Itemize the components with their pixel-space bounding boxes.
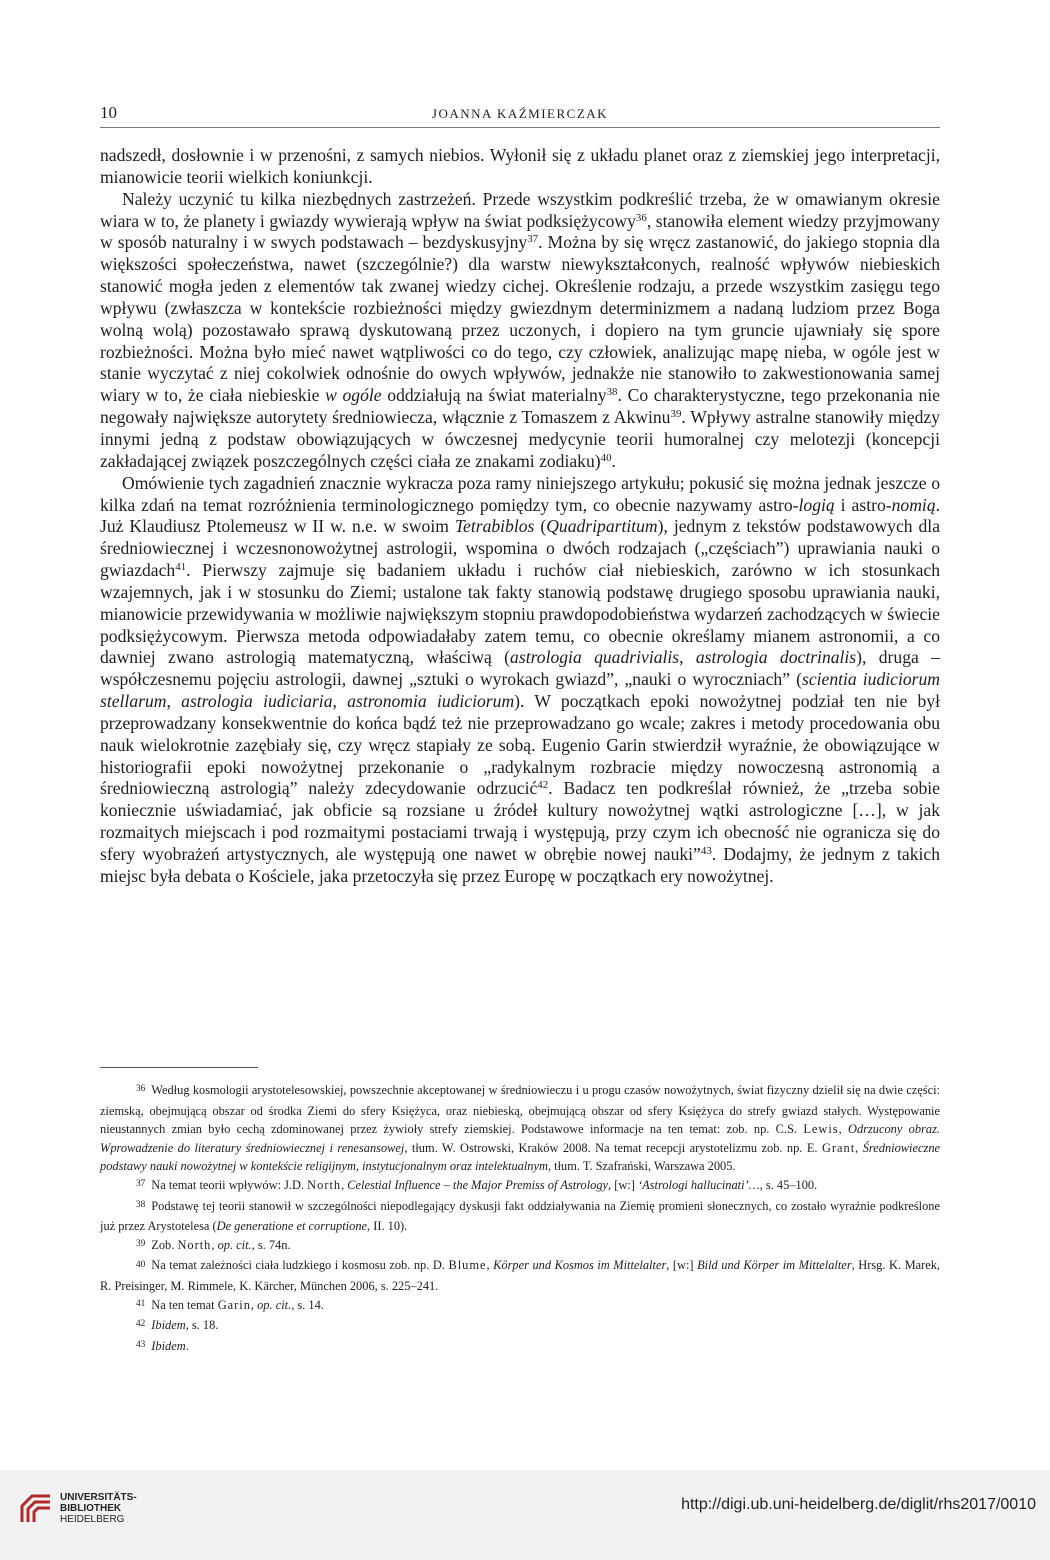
footnote-number: 43 (136, 1339, 146, 1350)
running-head: JOANNA KAŹMIERCZAK (431, 106, 609, 121)
footnote-ref[interactable]: 41 (175, 561, 187, 574)
text-run: ( (534, 516, 547, 537)
italic-text: astrologia quadrivialis (510, 647, 680, 668)
footnote (100, 1337, 940, 1358)
italic-text: Tetrabiblos (454, 516, 535, 537)
paragraph (100, 473, 940, 888)
footnote (100, 1197, 940, 1236)
paragraph (100, 189, 940, 473)
text-run: Omówienie tych zagadnień znacznie wykracza poza ramy niniejszego artykułu; pokusić się można jednak jeszcze o kilka zdań na temat rozróżnienia terminologicznego pomiędzy tym, co obecnie nazywamy astro- (100, 472, 940, 515)
text-run: Zob. (151, 1237, 178, 1252)
footnote-ref[interactable]: 40 (600, 451, 612, 464)
footnote-rule (100, 1067, 258, 1068)
library-name-line: BIBLIOTHEK (60, 1503, 122, 1514)
text-run: . Dodajmy, że jednym z takich miejsc była debata o Kościele, jaka przetoczyła się przez Europę w początkach ery nowożytnej. (100, 844, 941, 886)
header-rule (100, 127, 940, 128)
italic-text: nomią (891, 494, 936, 515)
italic-text: op. cit. (257, 1297, 292, 1312)
italic-text: Ibidem (151, 1338, 186, 1353)
library-name-line: UNIVERSITÄTS- (60, 1492, 137, 1503)
footnote (100, 1316, 940, 1337)
footnote-ref[interactable]: 43 (700, 845, 712, 857)
text-run: . Co charakterystyczne, tego przekonania nie negowały największe autorytety średniowiecza, włącznie z Tomaszem z Akwinu (100, 385, 940, 428)
text-run: , tłum. T. Szafrański, Warszawa 2005. (547, 1159, 736, 1174)
italic-text: Körper und Kosmos im Mittelalter (493, 1258, 667, 1273)
footnote (100, 1176, 940, 1197)
text-run: , (166, 691, 182, 712)
text-run: ), druga – współczesnemu pojęciu astrologii, dawnej „sztuki o wyrokach gwiazd”, „nauki o wyroczniach” ( (100, 647, 940, 690)
text-run: . Wpływy astralne stanowiły między innymi jedną z podstaw obowiązujących w ówczesnej medycynie teorii humoralnej czy melotezji (koncepcji zakładającej związek poszczególnych części ciała ze znakami zodiaku) (100, 407, 941, 471)
text-run: , (679, 647, 696, 668)
italic-text: astronomia iudiciorum (347, 691, 515, 712)
footnote-number: 40 (136, 1259, 146, 1270)
text-run: . Można by się wręcz zastanowić, do jakiego stopnia dla większości społeczeństwa, nawet (szczególnie?) dla warstw niewykształconych, realność wpływów niebieskich stanowić mogła jeden z elementów tak zwanej wiedzy cichej. Określenie rodzaju, a przede wszystkim zasięgu tego wpływu (zwłaszcza w kontekście rozbieżności między gwiezdnym determinizmem a nadaną ludziom przez Boga wolną wolą) pozostawało sprawą dyskutowaną przez uczonych, i dopiero na tym gruncie ujawniały się spore rozbieżności. Można było mieć nawet wątpliwości co do tego, czy człowiek, analizując mapę nieba, w ogóle jest w stanie wyczytać z niej cokolwiek odnośnie do owych wpływów, jednakże nie stanowiło to zakwestionowania samej wiary w to, że ciała niebieskie (100, 232, 940, 406)
author-name: North (177, 1237, 212, 1252)
author-name: Garin (217, 1297, 251, 1312)
main-text (100, 145, 940, 888)
text-run: , s. 74n. (251, 1237, 291, 1252)
footnote-number: 38 (136, 1199, 146, 1210)
footer-bar (0, 1470, 1050, 1560)
footnote-ref[interactable]: 37 (527, 233, 539, 246)
text-run: , (332, 691, 348, 712)
text-run: , [w:] (608, 1177, 638, 1192)
paragraph (100, 145, 940, 189)
text-run: , (341, 1177, 348, 1192)
library-name (60, 1492, 137, 1525)
author-name: Grant (821, 1140, 856, 1155)
footnote (100, 1236, 940, 1257)
footnote-number: 37 (136, 1179, 146, 1190)
author-name: North (307, 1177, 342, 1192)
text-run: , s. 18. (185, 1318, 219, 1333)
text-run: . Badacz ten podkreślał również, że „trzeba sobie koniecznie uświadamiać, jak obficie są rozsiane u źródeł kultury nowożytnej wątki astrologiczne […], w jak rozmaitych miejscach i pod rozmaitymi postaciami trwają i występują, przy czym ich obecność nie ogranicza się do sfery wyobrażeń artystycznych, ale występują one nawet w obrębie nowej nauki” (100, 778, 940, 864)
text-run: , (211, 1237, 218, 1252)
text-run: . (611, 450, 616, 471)
footnote (100, 1256, 940, 1295)
text-run: , s. 14. (291, 1297, 324, 1312)
italic-text: Quadripartitum (546, 516, 658, 537)
text-run: , (838, 1122, 848, 1137)
footnote-number: 39 (136, 1238, 146, 1249)
text-run: , (486, 1258, 494, 1273)
footnote-number: 36 (136, 1084, 146, 1095)
author-name: Blume (448, 1258, 487, 1273)
text-run: . Już Klaudiusz Ptolemeusz w II w. n.e. w swoim (100, 494, 941, 537)
italic-text: Bild und Körper im Mittelalter (697, 1258, 852, 1273)
footnote-ref[interactable]: 36 (635, 211, 647, 224)
text-run: Na ten temat (151, 1297, 218, 1312)
text-run: nadszedł, dosłownie i w przenośni, z samych niebios. Wyłonił się z układu planet oraz z ziemskiej jego interpretacji, mianowicie teorii wielkich koniunkcji. (100, 145, 940, 187)
text-run: Na temat teorii wpływów: J.D. (151, 1177, 308, 1192)
text-run: . (185, 1338, 189, 1353)
text-run: oddziałują na świat materialny (381, 385, 607, 406)
footnote (100, 1081, 940, 1176)
text-run: , II. 10). (367, 1219, 408, 1234)
text-run: , stanowiła element wiedzy przyjmowany w sposób naturalny i w swych podstawach – bezdyskusyjny (100, 210, 940, 253)
italic-text: astrologia doctrinalis (695, 647, 857, 668)
source-url[interactable]: http://digi.ub.uni-heidelberg.de/diglit/rhs2017/0010 (681, 1496, 1036, 1513)
italic-text: Celestial Influence – the Major Premiss of Astrology (347, 1177, 609, 1192)
text-run: Podstawę tej teorii stanowił w szczególności niepodlegający dyskusji fakt oddziaływania na Ziemię promieni słonecznych, co zostało wyraźnie podkreślone już przez Arystotelesa ( (100, 1198, 940, 1234)
text-run: , Hrsg. K. Marek, R. Preisinger, M. Rimmele, K. Kärcher, München 2006, s. 225–241. (100, 1258, 941, 1293)
page-number: 10 (100, 103, 117, 122)
library-name-line: HEIDELBERG (60, 1514, 125, 1525)
footnote-ref[interactable]: 42 (537, 779, 549, 792)
text-run: . Pierwszy zajmuje się badaniem układu i ruchów ciał niebieskich, zarówno w ich stosunkach wzajemnych, jak i w stosunku do Ziemi; ustalone tak fakty stanowią podstawę drugiego sposobu uprawiania nauki, mianowicie przewidywania w możliwie największym stopniu prawdopodobieństwa wydarzeń zachodzących w świecie podksiężycowym. Pierwsza metoda odpowiadałaby zatem temu, co obecnie określamy mianem astronomii, a co dawniej zwano astrologią matematyczną, właściwą ( (100, 560, 940, 668)
author-name: Lewis (803, 1122, 839, 1137)
footnote-ref[interactable]: 39 (670, 408, 682, 421)
text-run: Na temat zależności ciała ludzkiego i kosmosu zob. np. D. (151, 1258, 449, 1273)
italic-text: Ibidem (151, 1318, 186, 1333)
italic-text: ‘Astrologi hallucinati’… (637, 1177, 760, 1192)
italic-text: Średniowieczne podstawy nauki nowożytnej w kontekście religijnym, instytucjonalnym oraz intelektualnym (100, 1140, 941, 1174)
text-run: , (250, 1297, 258, 1312)
footnote-number: 42 (136, 1319, 146, 1330)
text-run: , (855, 1140, 863, 1155)
footnote-number: 41 (136, 1298, 146, 1309)
italic-text: De generatione et corruptione (216, 1219, 368, 1234)
footnote-ref[interactable]: 38 (606, 386, 618, 399)
library-logo-icon (18, 1492, 54, 1528)
footnotes (100, 1081, 940, 1357)
text-run: ), jednym z tekstów podstawowych dla średniowiecznej i wczesnonowożytnej astrologii, wspomina o dwóch rodzajach („częściach”) uprawiania nauki o gwiazdach (100, 516, 941, 581)
text-run: ). W początkach epoki nowożytnej podział ten nie był przeprowadzany konsekwentnie do końca bądź też nie przeprowadzano go wcale; zakres i metody procedowania obu nauk wielokrotnie zazębiały się, czy wręcz stapiały ze sobą. Eugenio Garin stwierdził wyraźnie, że obowiązujące w historiografii epoki nowożytnej przekonanie o „radykalnym rozbracie między nowoczesną astronomią a średniowieczną astrologią” należy zdecydowanie odrzucić (100, 691, 941, 799)
text-run: , [w:] (666, 1258, 698, 1273)
text-run: i astro- (834, 494, 892, 515)
text-run: , s. 45–100. (759, 1177, 818, 1192)
text-run: Należy uczynić tu kilka niezbędnych zastrzeżeń. Przede wszystkim podkreślić trzeba, że w omawianym okresie wiara w to, że planety i gwiazdy wywierają wpływ na świat podksiężycowy (100, 188, 940, 231)
footnote (100, 1296, 940, 1317)
text-run: Według kosmologii arystotelesowskiej, powszechnie akceptowanej w średniowieczu i u progu czasów nowożytnych, świat fizyczny dzielił się na dwie części: ziemską, obejmującą obszar od środka Ziemi do sfery Księżyca, oraz niebieską, obejmującą obszar od sfery Księżyca do strefy gwiazd stałych. Występowanie nieustannych zmian było cechą zdominowanej przez żywioły strefy ziemskiej. Podstawowe informacje na ten temat: zob. np. C.S. (100, 1083, 940, 1137)
italic-text: op. cit. (217, 1237, 252, 1252)
italic-text: Odrzucony obraz. Wprowadzenie do literatury średniowiecznej i renesansowej (100, 1122, 940, 1155)
italic-text: w ogóle (325, 385, 382, 406)
italic-text: scientia iudiciorum stellarum (100, 669, 940, 712)
italic-text: logią (798, 494, 835, 515)
text-run: , tłum. W. Ostrowski, Kraków 2008. Na temat recepcji arystotelizmu zob. np. E. (404, 1140, 822, 1155)
italic-text: astrologia iudiciaria (181, 691, 333, 712)
